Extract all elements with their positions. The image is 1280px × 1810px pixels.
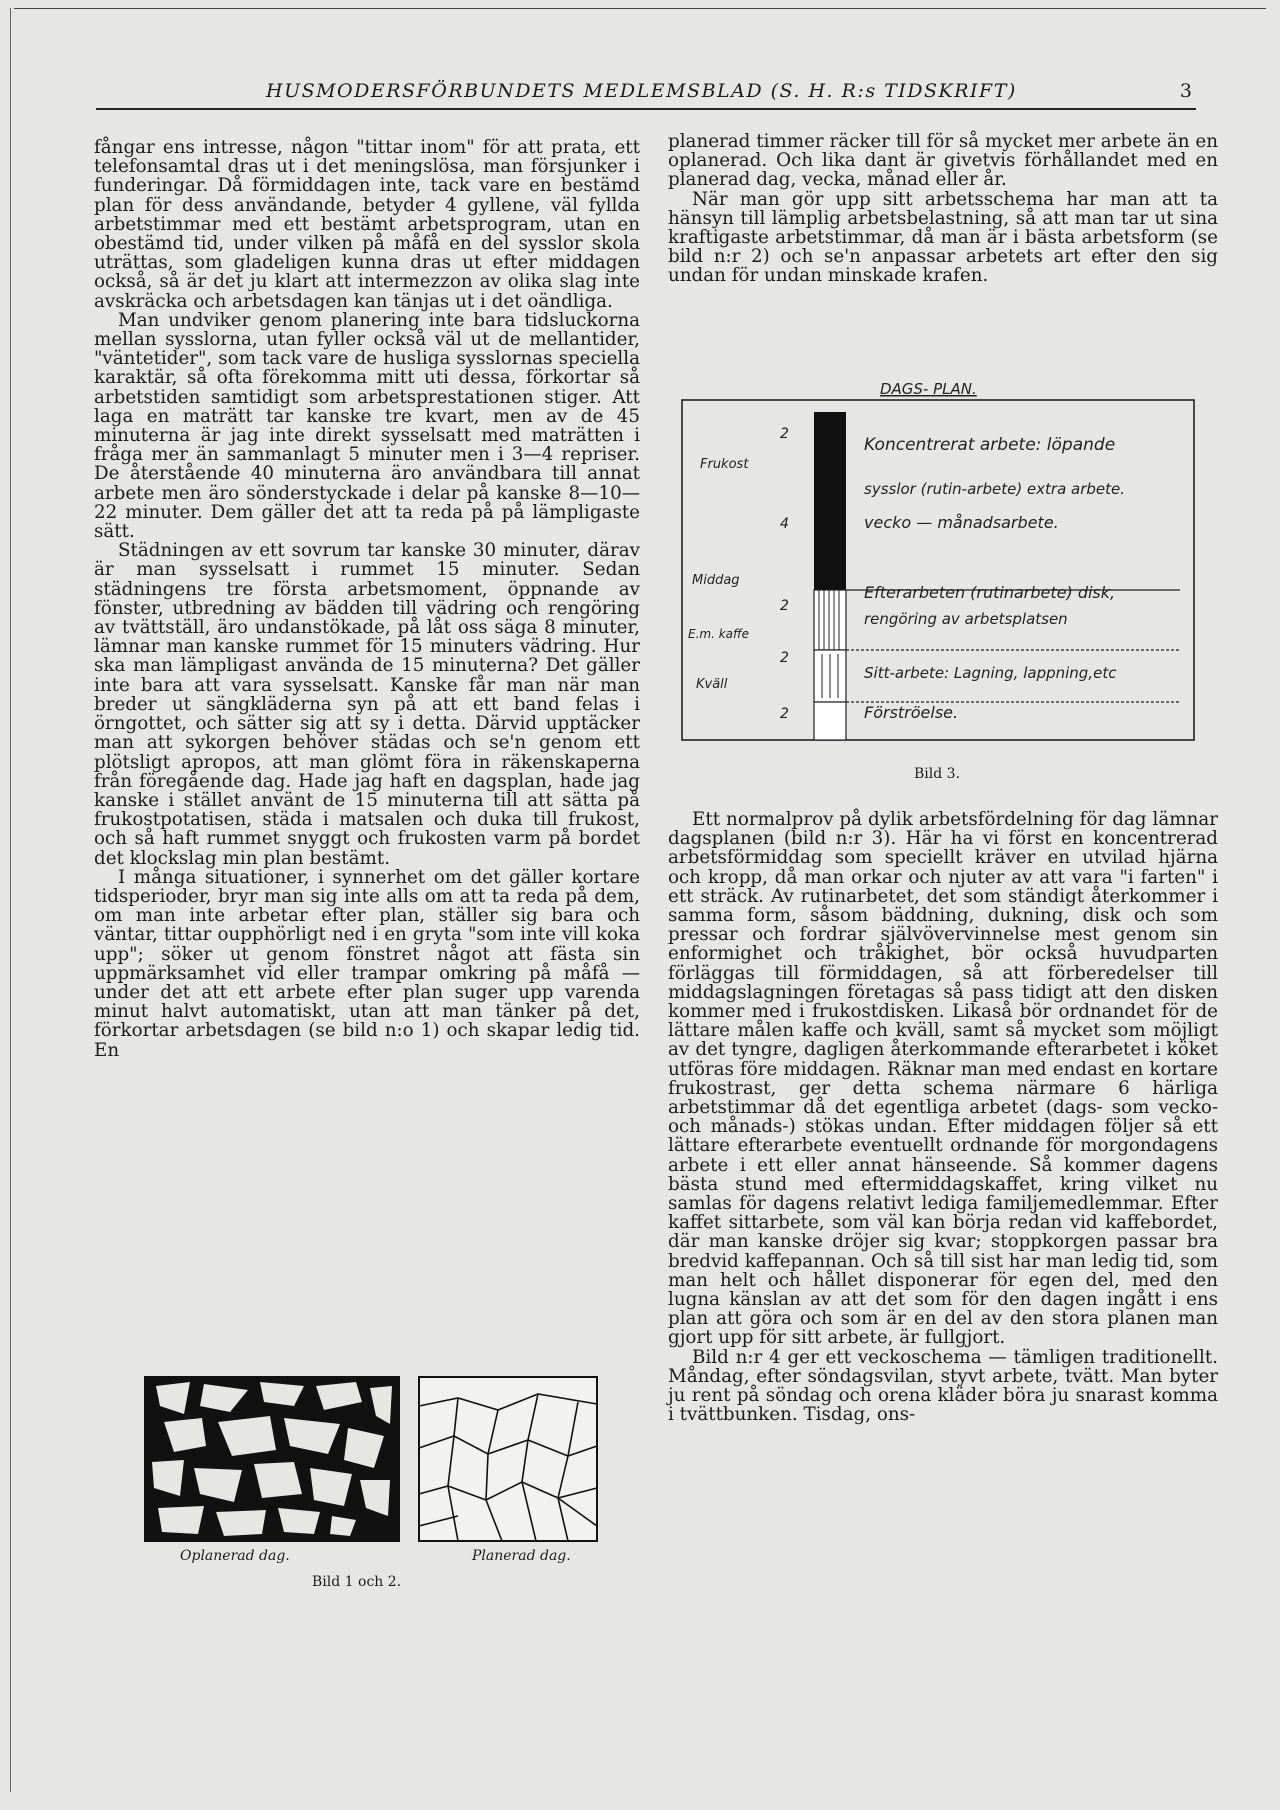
hours-label: 4 bbox=[780, 516, 789, 532]
paragraph: I många situationer, i synnerhet om det gäller kortare tidsperioder, bryr man sig inte alls om att ta reda på dem, om man inte arbetar efter plan, ställer sig bara och väntar, tittar oupphörligt ned i en gryta "som inte vill koka upp"; söker ut genom fönstret något att fästa sin uppmärksamhet vid eller trampar omkring på måfå — under det att ett arbete efter plan suger upp varenda minut halvt automatiskt, utan att man tänker på det, förkortar arbetsdagen (se bild n:o 1) och skapar ledig tid. En bbox=[94, 866, 640, 1061]
row-text: Koncentrerat arbete: löpande bbox=[864, 435, 1116, 455]
label-kvall: Kväll bbox=[696, 677, 728, 692]
running-header bbox=[96, 76, 1196, 110]
hours-label: 2 bbox=[780, 426, 789, 442]
paragraph: fångar ens intresse, någon "tittar inom" för att prata, ett telefonsamtal dras ut i det meningslösa, man försjunker i funderingar. Då förmiddagen inte, tack vare en bestämd plan för dess användande, betyder 4 gyllene, väl fyllda arbetstimmar med ett bestämt arbetsprogram, utan en obestämd tid, under vilken på måfå en del sysslor skola uträttas, som gladeligen kunna dras ut efter middagen också, så är det ju klart att intermezzon av olika slag inte avskräcka och arbetsdagen kan tänjas ut i det oändliga. bbox=[94, 137, 640, 312]
paragraph: Bild n:r 4 ger ett veckoschema — tämligen traditionellt. Måndag, efter söndagsvilan, styvt arbete, tvätt. Man byter ju rent på söndag och orena kläder böra ju snarast komma i tvättbunken. Tisdag, ons- bbox=[668, 1346, 1218, 1426]
paragraph: planerad timmer räcker till för så mycket mer arbete än en oplanerad. Och lika dant är givetvis förhållandet med en planerad dag, vecka, månad eller år. bbox=[668, 131, 1218, 191]
hours-label: 2 bbox=[780, 598, 789, 614]
row-text: Efterarbeten (rutinarbete) disk, bbox=[864, 583, 1116, 602]
page-edge-top bbox=[14, 8, 1266, 9]
header-title: HUSMODERSFÖRBUNDETS MEDLEMSBLAD (S. H. R:s TIDSKRIFT) bbox=[266, 80, 1017, 102]
figure-1-unplanned-day bbox=[144, 1376, 400, 1542]
figure-2-planned-day bbox=[418, 1376, 598, 1542]
page-edge-left bbox=[10, 8, 11, 1792]
row-text: vecko — månadsarbete. bbox=[864, 513, 1059, 532]
figure-1-2-caption: Bild 1 och 2. bbox=[312, 1574, 402, 1590]
figure-1-caption: Oplanerad dag. bbox=[180, 1548, 290, 1564]
figure-3-title: DAGS- PLAN. bbox=[880, 380, 977, 398]
right-column-top bbox=[668, 132, 1218, 286]
figure-3-day-plan bbox=[680, 378, 1220, 778]
page-number: 3 bbox=[1179, 80, 1192, 102]
row-text: rengöring av arbetsplatsen bbox=[864, 610, 1068, 628]
label-middag: Middag bbox=[692, 573, 740, 588]
right-column-bottom bbox=[668, 810, 1218, 1425]
label-em-kaffe: E.m. kaffe bbox=[688, 627, 750, 641]
label-frukost: Frukost bbox=[700, 457, 749, 472]
row-text: sysslor (rutin-arbete) extra arbete. bbox=[864, 480, 1126, 498]
paragraph: När man gör upp sitt arbetsschema har man att ta hänsyn till lämplig arbetsbelastning, så att man tar ut sina kraftigaste arbetstimmar, då man är i bästa arbetsform (se bild n:r 2) och se'n anpassar arbetets art efter den sig undan för undan minskade krafen. bbox=[668, 188, 1218, 287]
paragraph: Man undviker genom planering inte bara tidsluckorna mellan sysslorna, utan fyller också väl ut de mellantider, "väntetider", som tack vare de husliga sysslornas speciella karaktär, så ofta förekomma mitt uti dessa, förkortar så arbetstiden samtidigt som arbetsprestationen stiger. Att laga en maträtt tar kanske tre kvart, men av de 45 minuterna är jag inte direkt sysselsatt med maträtten i fråga mer än sammanlagt 5 minuter men i 3—4 repriser. De återstående 40 minuterna äro användbara till annat arbete men äro sönderstyckade i delar på kanske 8—10—22 minuter. Dem gäller det att ta reda på på lämpligaste sätt. bbox=[94, 309, 640, 543]
row-text: Förströelse. bbox=[864, 703, 959, 722]
paragraph: Ett normalprov på dylik arbetsfördelning för dag lämnar dagsplanen (bild n:r 3). Här ha vi först en koncentrerad arbetsförmiddag som speciellt kräver en utvilad hjärna och kropp, då man orkar och njuter av att vara "i farten" i ett sträck. Av rutinarbetet, det som ständigt återkommer i samma form, såsom bäddning, dukning, disk och som pressar och fordrar självövervinnelse mest genom sin enformighet och tråkighet, bör också huvudparten förläggas till förmiddagen, så att förberedelser till middagslagningen företagas så pass tidigt att den disken kommer med i frukostdisken. Likaså bör ordnandet för de lättare målen kaffe och kväll, samt så mycket som möjligt av det tyngre, dagligen återkommande efterarbetet i köket utföras före middagen. Räknar man med endast en kortare frukostrast, ger detta schema närmare 6 härliga arbetstimmar då det egentliga arbetet (dags- som vecko- och månads-) stökas undan. Efter middagen följer så ett lättare efterarbete eventuellt ordnande för morgondagens arbete i ett eller annat hänseende. Så kommer dagens bästa stund med eftermiddagskaffet, kring vilket nu samlas för dagens relativt lediga familjemedlemmar. Efter kaffet sittarbete, som väl kan börja redan vid kaffebordet, där man kanske dröjer sig kvar; stoppkorgen passar bra bredvid kaffepannan. Och så till sist har man ledig tid, som man helt och hållet disponerar för egen del, med den lugna känslan av att det som för den dagen ingått i ens plan att göra och som är en del av den stora planen man gjort upp för sitt arbete, är fullgjort. bbox=[668, 809, 1218, 1349]
left-column bbox=[94, 138, 640, 1060]
hours-label: 2 bbox=[780, 706, 789, 722]
paragraph: Städningen av ett sovrum tar kanske 30 minuter, därav är man sysselsatt i rummet 15 minuter. Sedan städningens tre första arbetsmoment, öppnande av fönster, utbredning av bädden till vädring och rengöring av tvättställ, äro undanstökade, på låt oss säga 8 minuter, lämnar man kanske rummet för 15 minuters vädring. Hur ska man lämpligast använda de 15 minuterna? Det gäller inte bara att vara sysselsatt. Kanske får man när man breder ut sängkläderna syn på att ett band felas i örngottet, och sätter sig att sy i detta. Därvid upptäcker man att sykorgen behöver städas och se'n genom ett plötsligt apropos, att man glömt föra in räkenskaperna från föregående dag. Hade jag haft en dagsplan, hade jag kanske i stället använt de 15 minuterna till att sätta på frukostpotatisen, städa i matsalen och duka till frukost, och så haft rummet snyggt och frukosten varm på bordet det klockslag min plan bestämt. bbox=[94, 540, 640, 869]
hours-label: 2 bbox=[780, 650, 789, 666]
figure-2-caption: Planerad dag. bbox=[472, 1548, 571, 1564]
row-text: Sitt-arbete: Lagning, lappning,etc bbox=[864, 664, 1117, 682]
figure-3-caption: Bild 3. bbox=[914, 766, 961, 782]
